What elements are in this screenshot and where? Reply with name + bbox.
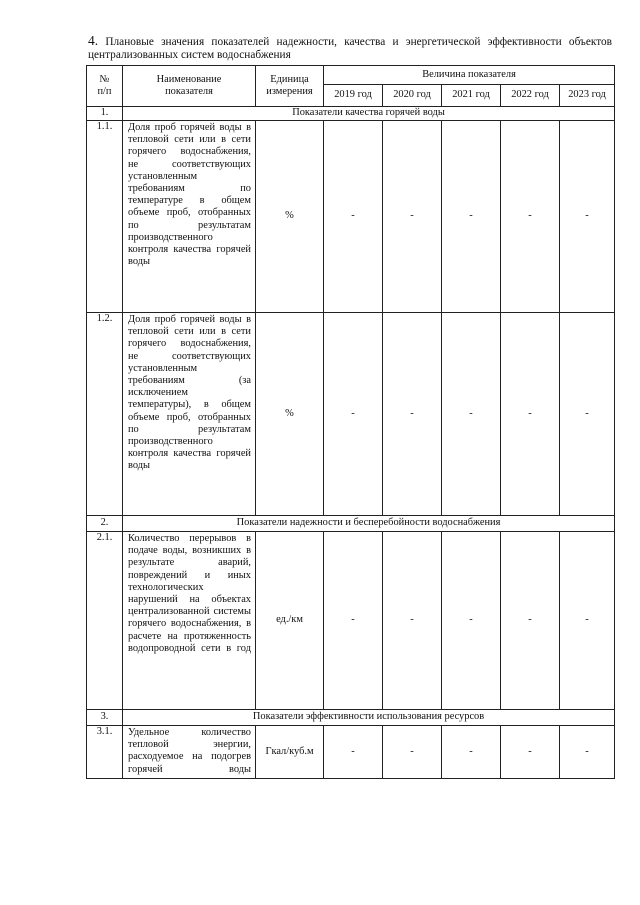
value-cell: - bbox=[383, 532, 442, 710]
table-row bbox=[87, 121, 615, 313]
row-num: 2.1. bbox=[87, 532, 123, 710]
value-cell: - bbox=[324, 313, 383, 516]
value-cell: - bbox=[442, 532, 501, 710]
value-cell: - bbox=[324, 121, 383, 313]
row-num: 3.1. bbox=[87, 726, 123, 779]
row-num: 1.1. bbox=[87, 121, 123, 313]
indicator-name: Доля проб горячей воды в тепловой сети или в сети горячего водоснабжения, не соответствующих установленным требованиям (за исключением температуры), в общем объеме проб, отобранных по результатам производственного контроля качества горячей воды bbox=[123, 313, 256, 516]
table-row bbox=[87, 726, 615, 779]
value-cell: - bbox=[324, 726, 383, 779]
section-heading bbox=[88, 34, 612, 62]
section-num: 2. bbox=[87, 516, 123, 532]
section-num: 3. bbox=[87, 710, 123, 726]
unit-cell: % bbox=[256, 313, 324, 516]
section-number: 4. bbox=[88, 33, 99, 48]
value-cell: - bbox=[442, 726, 501, 779]
value-cell: - bbox=[501, 121, 560, 313]
header-year-2019: 2019 год bbox=[324, 85, 383, 107]
header-name: Наименование показателя bbox=[123, 66, 256, 107]
value-cell: - bbox=[560, 726, 615, 779]
row-num: 1.2. bbox=[87, 313, 123, 516]
section-title: Плановые значения показателей надежности, качества и энергетической эффективности объектов централизованных систем водоснабжения bbox=[88, 36, 612, 61]
value-cell: - bbox=[442, 121, 501, 313]
section-row bbox=[87, 107, 615, 121]
header-year-2023: 2023 год bbox=[560, 85, 615, 107]
value-cell: - bbox=[501, 726, 560, 779]
header-year-2021: 2021 год bbox=[442, 85, 501, 107]
value-cell: - bbox=[560, 532, 615, 710]
section-row bbox=[87, 516, 615, 532]
section-title: Показатели надежности и бесперебойности водоснабжения bbox=[123, 516, 615, 532]
section-row bbox=[87, 710, 615, 726]
value-cell: - bbox=[383, 313, 442, 516]
section-title: Показатели качества горячей воды bbox=[123, 107, 615, 121]
value-cell: - bbox=[442, 313, 501, 516]
table-row bbox=[87, 313, 615, 516]
header-value-group: Величина показателя bbox=[324, 66, 615, 85]
indicator-name: Удельное количество тепловой энергии, расходуемое на подогрев горячей воды bbox=[123, 726, 256, 779]
unit-cell: Гкал/куб.м bbox=[256, 726, 324, 779]
header-num: № п/п bbox=[87, 66, 123, 107]
value-cell: - bbox=[383, 726, 442, 779]
unit-cell: % bbox=[256, 121, 324, 313]
section-num: 1. bbox=[87, 107, 123, 121]
indicator-name: Количество перерывов в подаче воды, возникших в результате аварий, повреждений и иных технологических нарушений на объектах централизованной системы горячего водоснабжения, в расчете на протяженность водопроводной сети в год bbox=[123, 532, 256, 710]
header-year-2020: 2020 год bbox=[383, 85, 442, 107]
table-row bbox=[87, 532, 615, 710]
header-unit: Единица измерения bbox=[256, 66, 324, 107]
value-cell: - bbox=[324, 532, 383, 710]
value-cell: - bbox=[560, 121, 615, 313]
unit-cell: ед./км bbox=[256, 532, 324, 710]
header-year-2022: 2022 год bbox=[501, 85, 560, 107]
value-cell: - bbox=[383, 121, 442, 313]
section-title: Показатели эффективности использования ресурсов bbox=[123, 710, 615, 726]
indicators-table bbox=[86, 65, 615, 779]
value-cell: - bbox=[501, 313, 560, 516]
indicator-name: Доля проб горячей воды в тепловой сети или в сети горячего водоснабжения, не соответствующих установленным требованиям по температуре в общем объеме проб, отобранных по результатам производственного контроля качества горячей воды bbox=[123, 121, 256, 313]
value-cell: - bbox=[560, 313, 615, 516]
value-cell: - bbox=[501, 532, 560, 710]
